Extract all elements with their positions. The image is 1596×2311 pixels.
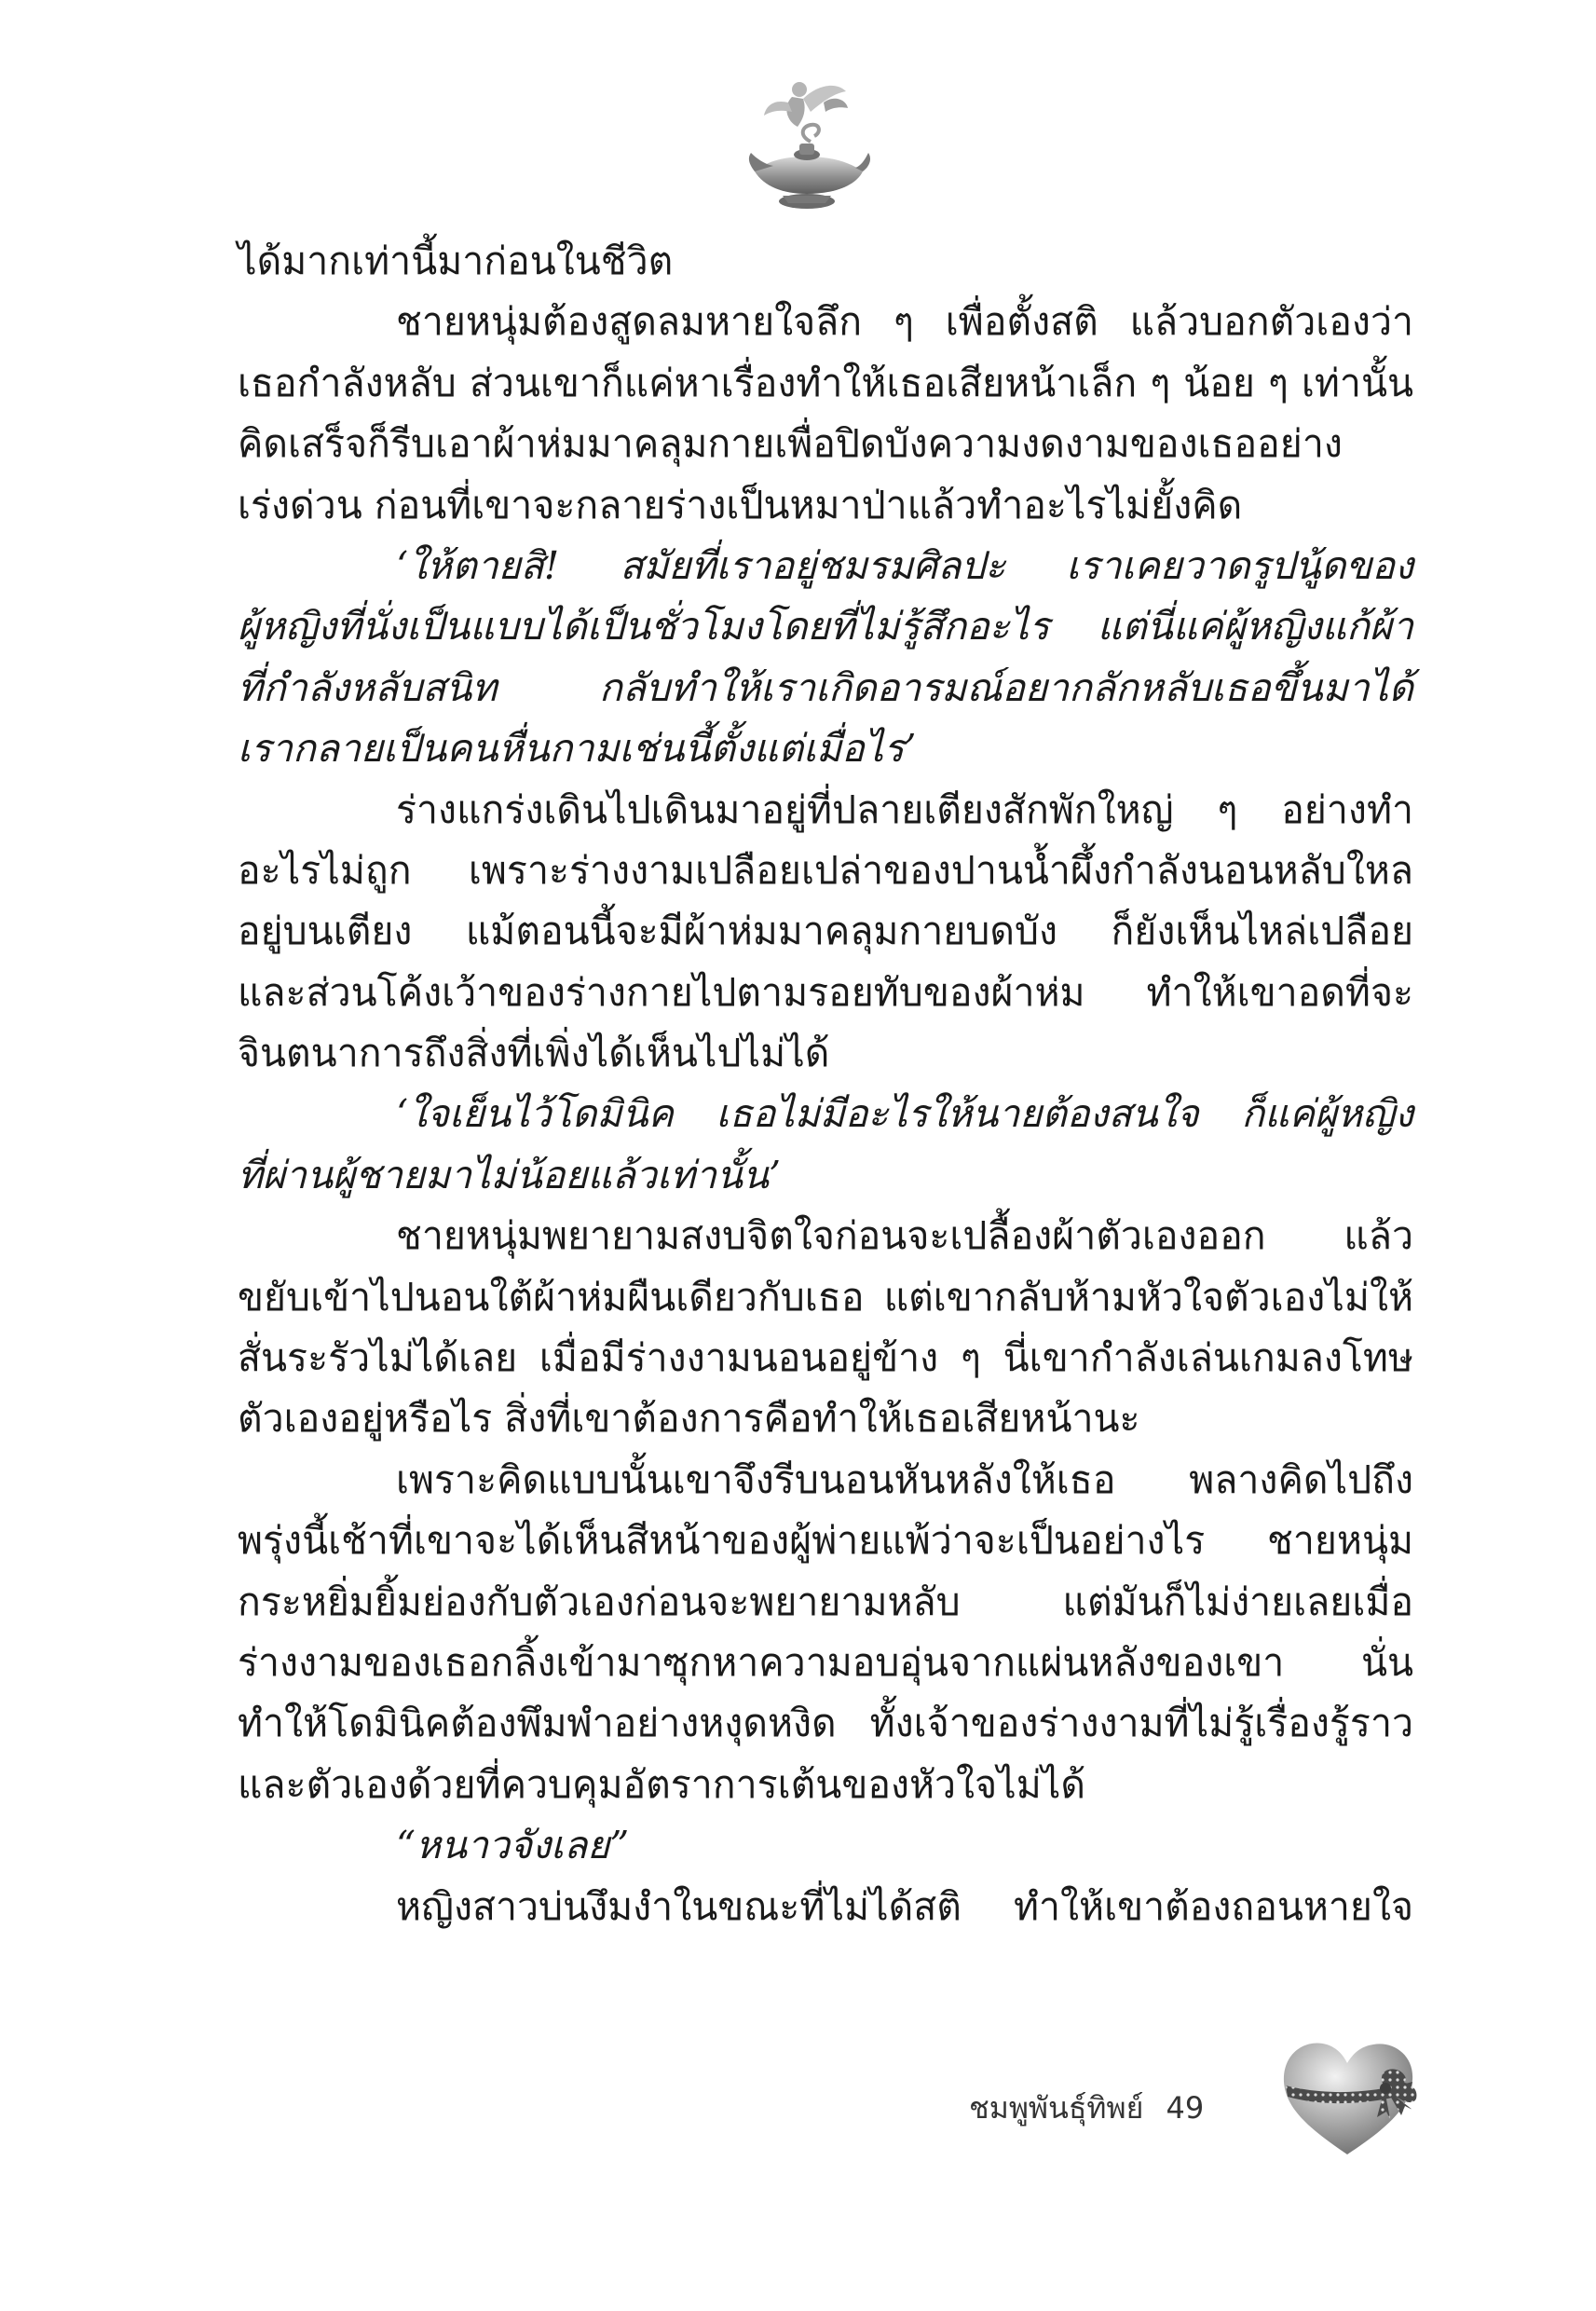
body-line: เร่งด่วน ก่อนที่เขาจะกลายร่างเป็นหมาป่าแล้วทำอะไรไม่ยั้งคิด (238, 482, 1243, 527)
magic-lamp-cupid-icon (745, 75, 876, 214)
body-line: ตัวเองอยู่หรือไร สิ่งที่เขาต้องการคือทำให้เธอเสียหน้านะ (238, 1396, 1140, 1442)
body-line: ร่างงามของเธอกลิ้งเข้ามาซุกหาความอบอุ่นจากแผ่นหลังของเขา นั่น (238, 1639, 1413, 1685)
heart-bow-icon (1275, 2031, 1424, 2162)
body-line: กระหยิ่มยิ้มย่องกับตัวเองก่อนจะพยายามหลับ แต่มันก็ไม่ง่ายเลยเมื่อ (238, 1579, 1413, 1624)
body-line: ชายหนุ่มพยายามสงบจิตใจก่อนจะเปลื้องผ้าตัวเองออก แล้ว (396, 1213, 1413, 1259)
body-line: เพราะคิดแบบนั้นเขาจึงรีบนอนหันหลังให้เธอ พลางคิดไปถึง (396, 1456, 1413, 1502)
body-line: ได้มากเท่านี้มาก่อนในชีวิต (238, 239, 674, 283)
body-line: อะไรไม่ถูก เพราะร่างงามเปลือยเปล่าของปานน้ำผึ้งกำลังนอนหลับใหล (238, 847, 1413, 893)
body-line: หญิงสาวบ่นงึมงำในขณะที่ไม่ได้สติ ทำให้เขาต้องถอนหายใจ (396, 1883, 1413, 1929)
body-line: อยู่บนเตียง แม้ตอนนี้จะมีผ้าห่มมาคลุมกายบดบัง ก็ยังเห็นไหล่เปลือย (238, 909, 1413, 954)
body-line: สั่นระรัวไม่ได้เลย เมื่อมีร่างงามนอนอยู่ข้าง ๆ นี่เขากำลังเล่นเกมลงโทษ (238, 1335, 1413, 1381)
page-footer (969, 2080, 1217, 2136)
body-text (238, 231, 1413, 1937)
body-line: เรากลายเป็นคนหื่นกามเช่นนี้ตั้งแต่เมื่อไร’ (238, 726, 917, 772)
body-line: ผู้หญิงที่นั่งเป็นแบบได้เป็นชั่วโมงโดยที่ไม่รู้สึกอะไร แต่นี่แค่ผู้หญิงแก้ผ้า (238, 604, 1413, 650)
body-line: ที่กำลังหลับสนิท กลับทำให้เราเกิดอารมณ์อยากลักหลับเธอขึ้นมาได้ (238, 664, 1413, 710)
body-line: เธอกำลังหลับ ส่วนเขาก็แค่หาเรื่องทำให้เธอเสียหน้าเล็ก ๆ น้อย ๆ เท่านั้น (238, 360, 1413, 405)
body-line: ชายหนุ่มต้องสูดลมหายใจลึก ๆ เพื่อตั้งสติ แล้วบอกตัวเองว่า (396, 299, 1413, 345)
body-line: ขยับเข้าไปนอนใต้ผ้าห่มผืนเดียวกับเธอ แต่เขากลับห้ามหัวใจตัวเองไม่ให้ (238, 1274, 1413, 1320)
body-line: คิดเสร็จก็รีบเอาผ้าห่มมาคลุมกายเพื่อปิดบังความงดงามของเธออย่าง (238, 421, 1343, 467)
body-line: จินตนาการถึงสิ่งที่เพิ่งได้เห็นไปไม่ได้ (238, 1031, 830, 1076)
body-line: พรุ่งนี้เช้าที่เขาจะได้เห็นสีหน้าของผู้พ่ายแพ้ว่าจะเป็นอย่างไร ชายหนุ่ม (238, 1518, 1413, 1564)
body-line: “หนาวจังเลย” (396, 1823, 630, 1868)
page-number: 49 (1166, 2090, 1205, 2126)
body-line: ‘ให้ตายสิ! สมัยที่เราอยู่ชมรมศิลปะ เราเคยวาดรูปนู้ดของ (396, 542, 1413, 588)
body-line: และตัวเองด้วยที่ควบคุมอัตราการเต้นของหัวใจไม่ได้ (238, 1761, 1085, 1807)
body-line: ที่ผ่านผู้ชายมาไม่น้อยแล้วเท่านั้น’ (238, 1152, 782, 1197)
running-title: ชมพูพันธุ์ทิพย์ (969, 2090, 1144, 2126)
body-line: ‘ใจเย็นไว้โดมินิค เธอไม่มีอะไรให้นายต้องสนใจ ก็แค่ผู้หญิง (396, 1091, 1413, 1137)
body-line: ทำให้โดมินิคต้องพึมพำอย่างหงุดหงิด ทั้งเจ้าของร่างงามที่ไม่รู้เรื่องรู้ราว (238, 1701, 1413, 1746)
body-line: ร่างแกร่งเดินไปเดินมาอยู่ที่ปลายเตียงสักพักใหญ่ ๆ อย่างทำ (396, 786, 1413, 832)
body-line: และส่วนโค้งเว้าของร่างกายไปตามรอยทับของผ้าห่ม ทำให้เขาอดที่จะ (238, 969, 1413, 1015)
